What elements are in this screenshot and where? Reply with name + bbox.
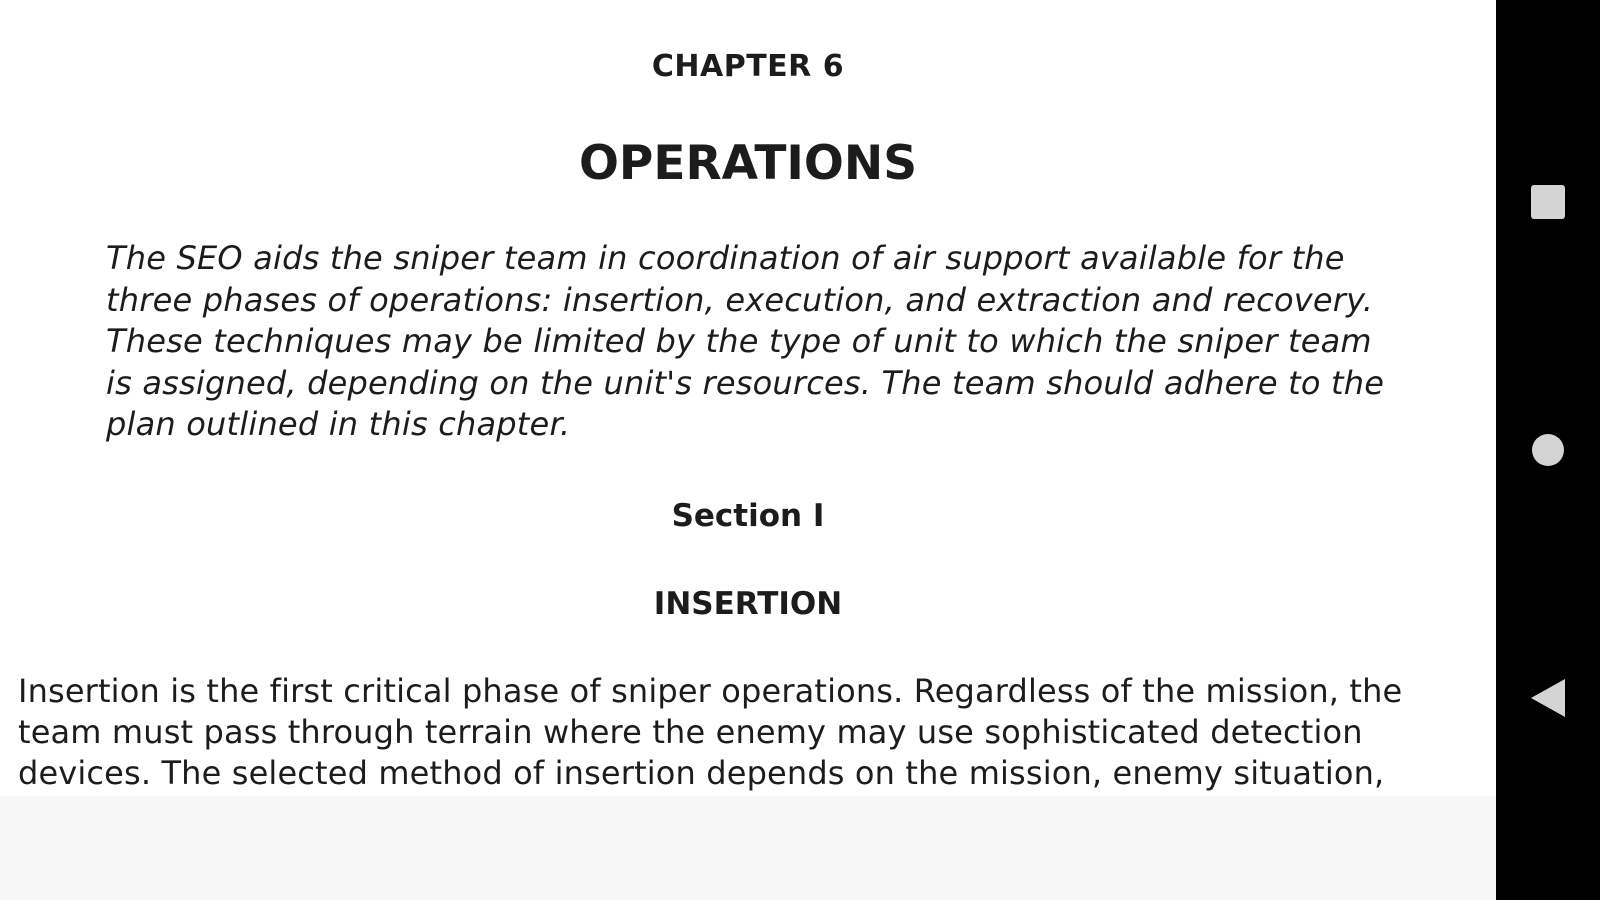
home-button[interactable] — [1518, 420, 1578, 480]
chapter-label: CHAPTER 6 — [651, 49, 845, 84]
chapter-intro-paragraph: The SEO aids the sniper team in coordination of air support available for the three phases of operations: insertion, execution, and extraction and recovery. These techniques may be limited by the type of unit to which the sniper team is assigned, depending on the unit's resources. The team should adhere to the plan outlined in this chapter. — [106, 239, 1385, 443]
chapter-title: OPERATIONS — [578, 136, 918, 191]
system-navigation-bar — [1496, 0, 1600, 900]
recents-button[interactable] — [1518, 172, 1578, 232]
reader-bottom-area — [0, 796, 1496, 900]
body-paragraph: Insertion is the first critical phase of sniper operations. Regardless of the mission, the team must pass through terrain where the enemy may use sophisticated detection devices. The selected method of insertion depends on the mission, enemy situation, — [18, 672, 1403, 792]
circle-home-icon — [1532, 434, 1564, 466]
square-recents-icon — [1531, 185, 1565, 219]
section-number: Section I — [671, 498, 825, 534]
back-button[interactable] — [1518, 668, 1578, 728]
triangle-back-icon — [1531, 679, 1565, 717]
section-title: INSERTION — [653, 586, 843, 622]
